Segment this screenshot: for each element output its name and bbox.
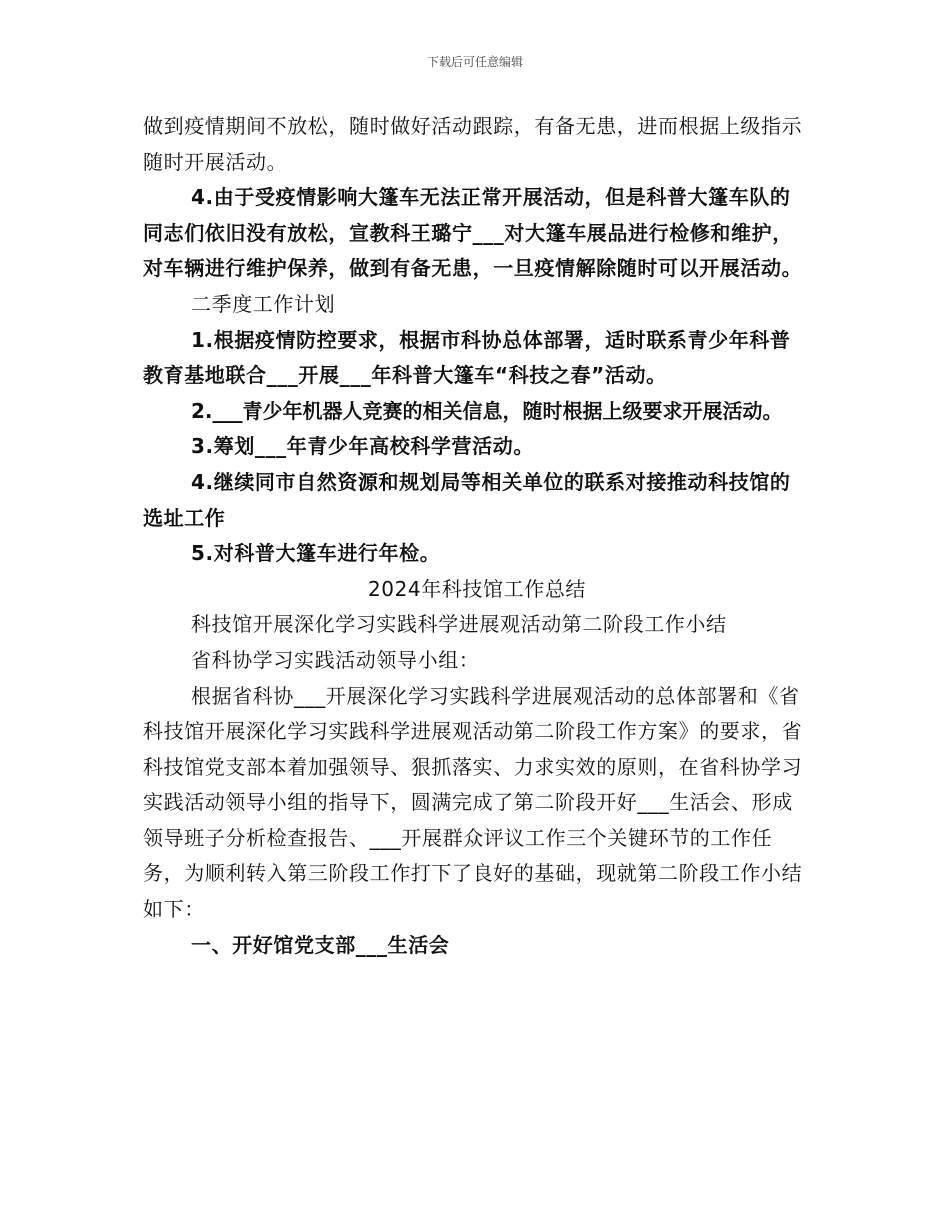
section-heading-1: 一、开好馆党支部___生活会 xyxy=(191,932,450,957)
paragraph-continuation: 做到疫情期间不放松，随时做好活动跟踪，有备无患，进而根据上级指示随时开展活动。 xyxy=(143,114,803,174)
paragraph-item-4: 4.由于受疫情影响大篷车无法正常开展活动，但是科普大篷车队的同志们依旧没有放松，宣教科王璐宁___对大篷车展品进行检修和维护，对车辆进行维护保养，做到有备无患，一旦疫情解除随时可以开展活动。 xyxy=(143,185,803,281)
plan-item-1: 1.根据疫情防控要求，根据市科协总体部署，适时联系青少年科普教育基地联合___开展___年科普大篷车“科技之春”活动。 xyxy=(143,327,791,388)
plan-item-3: 3.筹划___年青少年高校科学营活动。 xyxy=(191,434,534,459)
body-paragraph: 根据省科协___开展深化学习实践科学进展观活动的总体部署和《省科技馆开展深化学习实践科学进展观活动第二阶段工作方案》的要求，省科技馆党支部本着加强领导、狠抓落实、力求实效的原则，在省科协学习实践活动领导小组的指导下，圆满完成了第二阶段开好___生活会、形成领导班子分析检查报告、___开展群众评议工作三个关键环节的工作任务，为顺利转入第三阶段工作打下了良好的基础，现就第二阶段工作小结如下： xyxy=(143,683,803,922)
salutation: 省科协学习实践活动领导小组： xyxy=(191,647,480,672)
plan-item-2: 2.___青少年机器人竞赛的相关信息，随时根据上级要求开展活动。 xyxy=(191,398,783,423)
plan-item-5: 5.对科普大篷车进行年检。 xyxy=(191,541,441,566)
document-title: 2024年科技馆工作总结 xyxy=(367,576,587,601)
plan-item-4: 4.继续同市自然资源和规划局等相关单位的联系对接推动科技馆的选址工作 xyxy=(143,469,791,530)
section-heading-q2-plan: 二季度工作计划 xyxy=(191,291,336,316)
page-header: 下载后可任意编辑 xyxy=(426,55,523,69)
document-body xyxy=(143,109,811,963)
document-subtitle: 科技馆开展深化学习实践科学进展观活动第二阶段工作小结 xyxy=(191,612,727,637)
